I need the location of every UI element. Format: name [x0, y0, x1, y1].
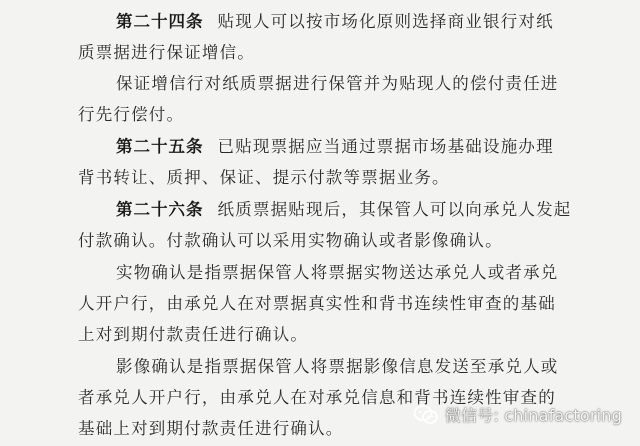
paragraph-line [78, 131, 618, 162]
paragraph-line: 影像确认是指票据保管人将票据影像信息发送至承兑人或 [116, 357, 559, 376]
article-26-paragraph [78, 194, 618, 256]
paragraph-line: 上对到期付款责任进行确认。 [78, 325, 309, 344]
line-text: 已贴现票据应当通过票据市场基础设施办理 [217, 137, 554, 156]
paragraph-line: 保证增信行对纸质票据进行保管并为贴现人的偿付责任进 [116, 74, 559, 93]
paragraph-line: 背书转让、质押、保证、提示付款等票据业务。 [78, 168, 450, 187]
paragraph-line: 人开户行，由承兑人在对票据真实性和背书连续性审查的基础 [78, 294, 556, 313]
paragraph-line: 付款确认。付款确认可以采用实物确认或者影像确认。 [78, 231, 503, 250]
wechat-icon [413, 404, 439, 426]
line-text: 纸质票据贴现后，其保管人可以向承兑人发起 [217, 200, 572, 219]
wechat-watermark [413, 403, 622, 426]
article-number: 第二十四条 [116, 12, 204, 31]
image-confirmation-paragraph [78, 351, 618, 444]
guarantee-bank-paragraph [78, 68, 618, 130]
article-24-paragraph [78, 6, 618, 68]
paragraph-line [78, 6, 618, 37]
physical-confirmation-paragraph [78, 257, 618, 350]
paragraph-line [78, 194, 618, 225]
paragraph-line: 行先行偿付。 [78, 105, 185, 124]
paragraph-line: 质票据进行保证增信。 [78, 43, 255, 62]
article-25-paragraph [78, 131, 618, 193]
line-text: 贴现人可以按市场化原则选择商业银行对纸 [217, 12, 554, 31]
paragraph-line: 实物确认是指票据保管人将票据实物送达承兑人或者承兑 [116, 263, 559, 282]
article-number: 第二十六条 [116, 200, 204, 219]
paragraph-line: 者承兑人开户行，由承兑人在对承兑信息和背书连续性审查的 [78, 388, 556, 407]
watermark-text: 微信号: chinafactoring [444, 406, 622, 425]
article-number: 第二十五条 [116, 137, 204, 156]
paragraph-line: 基础上对到期付款责任进行确认。 [78, 419, 344, 438]
